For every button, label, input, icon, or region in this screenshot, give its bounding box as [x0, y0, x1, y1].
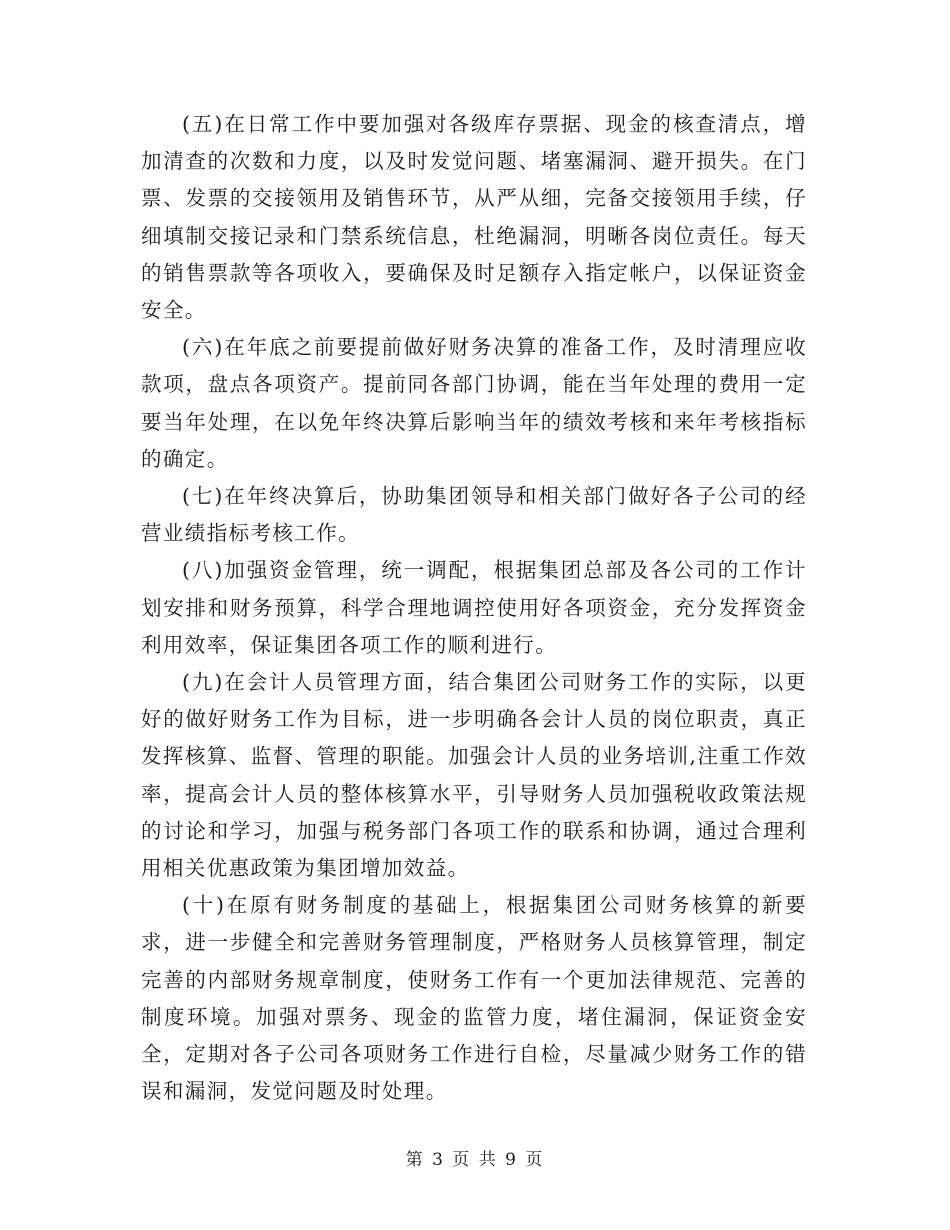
page-number-footer: 第 3 页 共 9 页 [405, 1150, 545, 1170]
paragraph-10: (十)在原有财务制度的基础上，根据集团公司财务核算的新要求，进一步健全和完善财务管理制度，严格财务人员核算管理，制定完善的内部财务规章制度，使财务工作有一个更加法律规范、完善的制度环境。加强对票务、现金的监管力度，堵住漏洞，保证资金安全，定期对各子公司各项财务工作进行自检，尽量减少财务工作的错误和漏洞，发觉问题及时处理。 [141, 893, 807, 1104]
document-body [141, 106, 807, 1110]
paragraph-6: (六)在年底之前要提前做好财务决算的准备工作，及时清理应收款项，盘点各项资产。提前同各部门协调，能在当年处理的费用一定要当年处理，在以免年终决算后影响当年的绩效考核和来年考核指标的确定。 [141, 335, 807, 471]
paragraph-8: (八)加强资金管理，统一调配，根据集团总部及各公司的工作计划安排和财务预算，科学合理地调控使用好各项资金，充分发挥资金利用效率，保证集团各项工作的顺利进行。 [141, 558, 807, 657]
paragraph-5: (五)在日常工作中要加强对各级库存票据、现金的核查清点，增加清查的次数和力度，以及时发觉问题、堵塞漏洞、避开损失。在门票、发票的交接领用及销售环节，从严从细，完备交接领用手续，仔细填制交接记录和门禁系统信息，杜绝漏洞，明晰各岗位责任。每天的销售票款等各项收入，要确保及时足额存入指定帐户，以保证资金安全。 [141, 112, 807, 323]
paragraph-9: (九)在会计人员管理方面，结合集团公司财务工作的实际，以更好的做好财务工作为目标，进一步明确各会计人员的岗位职责，真正发挥核算、监督、管理的职能。加强会计人员的业务培训,注重工作效率，提高会计人员的整体核算水平，引导财务人员加强税收政策法规的讨论和学习，加强与税务部门各项工作的联系和协调，通过合理利用相关优惠政策为集团增加效益。 [141, 670, 807, 881]
paragraph-7: (七)在年终决算后，协助集团领导和相关部门做好各子公司的经营业绩指标考核工作。 [141, 484, 807, 546]
